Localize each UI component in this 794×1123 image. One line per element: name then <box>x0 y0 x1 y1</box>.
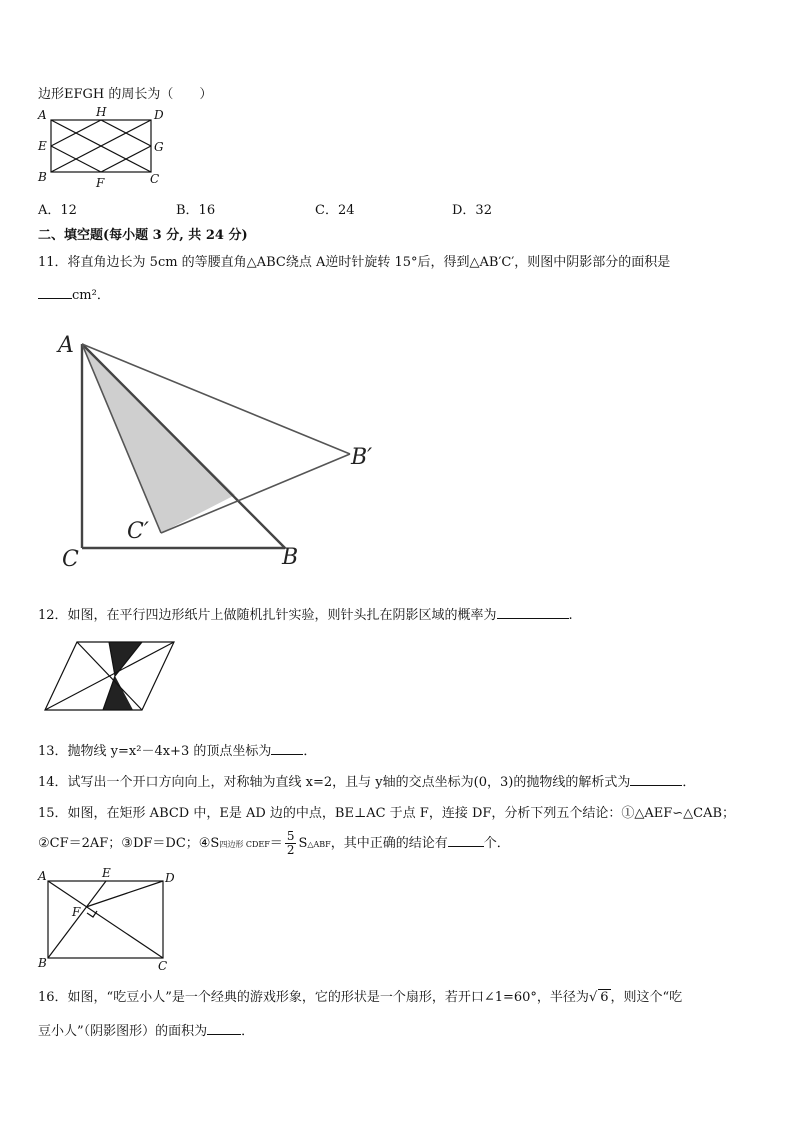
q10-text: 边形EFGH 的周长为（ ） <box>38 87 213 102</box>
q11-unit: cm²． <box>72 288 110 303</box>
q15-s: S <box>298 836 308 851</box>
q11-label-a: A <box>58 333 74 358</box>
q12-answer-blank[interactable] <box>497 606 569 619</box>
q13-answer-blank[interactable] <box>271 742 303 755</box>
q12-figure <box>40 638 190 714</box>
q14-answer-blank[interactable] <box>630 773 682 786</box>
q15-tail: 个． <box>483 836 510 851</box>
q13-text: 13．抛物线 y=x²－4x+3 的顶点坐标为 <box>38 744 272 759</box>
section-title: 二、填空题(每小题 3 分, 共 24 分) <box>38 228 248 243</box>
q15-eq: ＝ <box>269 836 283 851</box>
q11-answer-line <box>38 284 110 303</box>
q10-option-a[interactable]: A．12 <box>38 203 77 218</box>
q14-text: 14．试写出一个开口方向向上，对称轴为直线 x=2，且与 y轴的交点坐标为(0，3)的抛物线的解析式为 <box>38 775 631 790</box>
q11-label-b-prime: B′ <box>351 445 373 470</box>
q10-label-d: D <box>154 108 164 122</box>
q15-text: 15．如图，在矩形 ABCD 中，E是 AD 边的中点，BE⊥AC 于点 F，连接 DF，分析下列五个结论：①△AEF∽△CAB； <box>38 806 736 821</box>
q10-label-f: F <box>96 176 105 190</box>
q15-label-b: B <box>38 956 47 970</box>
q15-label-c: C <box>158 959 168 973</box>
q10-label-g: G <box>154 140 164 154</box>
q15-label-a: A <box>38 869 47 883</box>
q10-label-b: B <box>38 170 47 184</box>
q12-text-line <box>38 604 573 623</box>
q10-label-e: E <box>38 139 47 153</box>
q13-tail: ． <box>303 744 317 759</box>
q12-shaded-bottom <box>103 676 133 710</box>
q15-sub-tri: △ABF <box>307 840 331 849</box>
q10-label-c: C <box>150 172 160 186</box>
q16-line1-a: 16．如图，“吃豆小人”是一个经典的游戏形象，它的形状是一个扇形，若开口∠1=60°，半径为 <box>38 990 589 1005</box>
q12-text: 12．如图，在平行四边形纸片上做随机扎针实验，则针头扎在阴影区域的概率为 <box>38 608 497 623</box>
q15-line2 <box>38 830 510 858</box>
q15-label-e: E <box>102 866 111 880</box>
q15-sub-quad: 四边形 CDEF <box>219 840 270 849</box>
q16-line2 <box>38 1020 254 1039</box>
q14-tail: ． <box>682 775 696 790</box>
q16-line1 <box>38 986 682 1005</box>
q11-answer-blank[interactable] <box>38 286 72 299</box>
q11-text: 11．将直角边长为 5cm 的等腰直角△ABC绕点 A逆时针旋转 15°后，得到△AB′C′，则图中阴影部分的面积是 <box>38 255 671 270</box>
q12-tail: . <box>568 608 573 623</box>
q10-figure <box>34 105 174 191</box>
q11-label-c-prime: C′ <box>127 519 149 544</box>
q16-line1-b: ，则这个“吃 <box>610 990 683 1005</box>
q16-line2-a: 豆小人”（阴影图形）的面积为 <box>38 1024 208 1039</box>
q16-answer-blank[interactable] <box>207 1022 241 1035</box>
q10-label-a: A <box>38 108 47 122</box>
q16-radicand: 6 <box>600 990 609 1005</box>
q10-option-c[interactable]: C．24 <box>315 203 355 218</box>
sqrt-icon: √ <box>588 990 598 1005</box>
q15-fraction: $\frac{5}{2}$ <box>286 829 295 857</box>
q15-label-d: D <box>165 871 175 885</box>
q15-figure <box>34 866 184 974</box>
q10-label-h: H <box>96 105 107 119</box>
q10-option-d[interactable]: D．32 <box>452 203 492 218</box>
q15-label-f: F <box>72 905 81 919</box>
q10-option-b[interactable]: B．16 <box>176 203 216 218</box>
q15-answer-blank[interactable] <box>448 834 484 847</box>
q11-label-b: B <box>282 545 299 570</box>
q13-text-line <box>38 740 316 759</box>
q11-label-c: C <box>62 547 79 572</box>
q11-shaded-region <box>82 344 235 533</box>
q11-figure <box>50 326 390 576</box>
q15-line2-b: ，其中正确的结论有 <box>330 836 448 851</box>
q15-line2-a: ②CF＝2AF；③DF＝DC；④S <box>38 836 220 851</box>
q16-tail: ． <box>241 1024 255 1039</box>
q14-text-line <box>38 771 695 790</box>
